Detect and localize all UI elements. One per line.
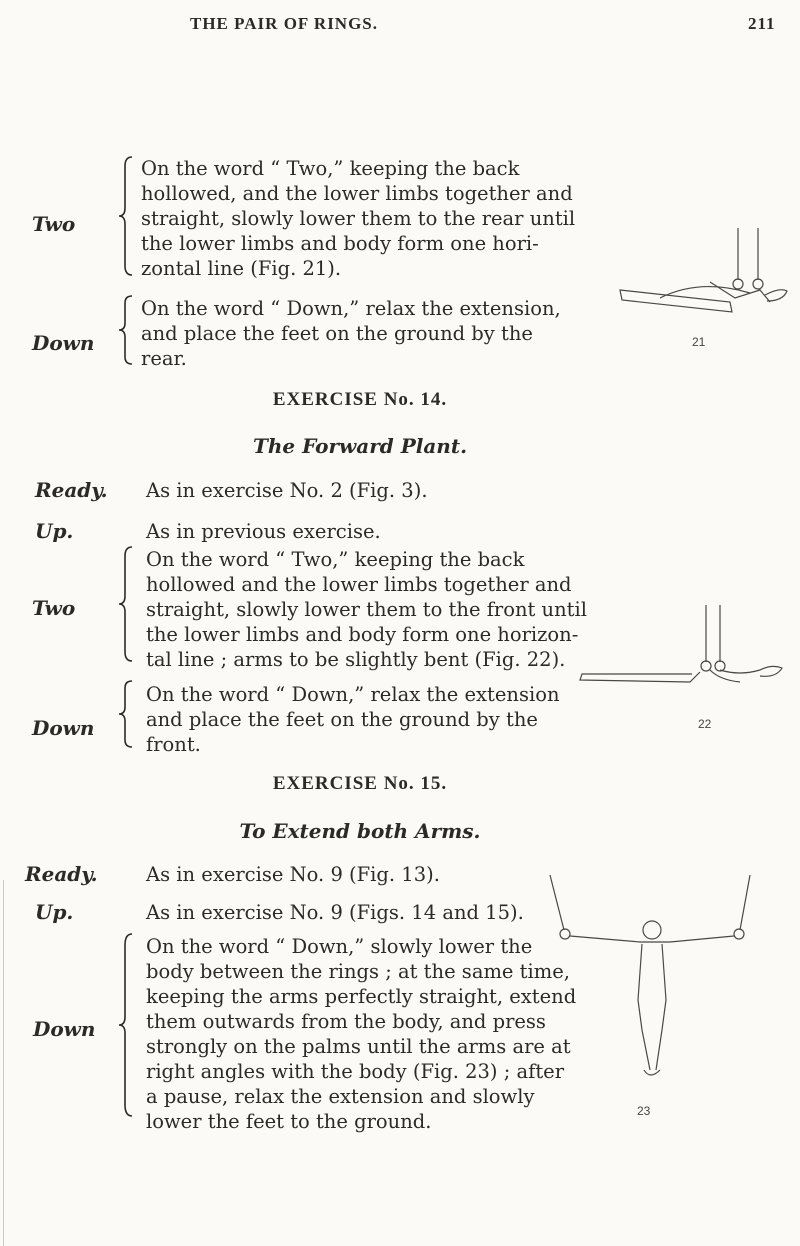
ex15-down-line-2: body between the rings ; at the same time,	[146, 960, 570, 983]
ex15-down-line-6: right angles with the body (Fig. 23) ; after	[146, 1060, 565, 1083]
ex14-up-label: Up.	[35, 519, 74, 543]
exercise-14-subtitle: The Forward Plant.	[252, 434, 468, 458]
ex15-down-brace	[118, 933, 134, 1117]
ex15-down-line-1: On the word “ Down,” slowly lower the	[146, 935, 533, 958]
ex15-down-text	[146, 934, 576, 1134]
ex15-down-line-4: them outwards from the body, and press	[146, 1010, 546, 1033]
ex15-ready-text: As in exercise No. 9 (Fig. 13).	[146, 863, 440, 886]
figure-23-illustration	[520, 870, 790, 1100]
two-label: Two	[32, 212, 76, 236]
ex15-down-line-8: lower the feet to the ground.	[146, 1110, 432, 1133]
ex15-down-label: Down	[33, 1017, 96, 1041]
figure-21-illustration	[560, 220, 790, 330]
ex14-ready-text: As in exercise No. 2 (Fig. 3).	[146, 479, 428, 502]
two-line-1: On the word “ Two,” keeping the back	[141, 157, 520, 180]
ex14-down-line-3: front.	[146, 733, 201, 756]
ex15-up-label: Up.	[35, 900, 74, 924]
ex14-up-text: As in previous exercise.	[146, 520, 381, 543]
page-number: 211	[748, 14, 776, 33]
ex14-two-text	[146, 547, 587, 672]
down-line-2: and place the feet on the ground by the	[141, 322, 533, 345]
ex14-two-label: Two	[32, 596, 76, 620]
ex15-down-line-5: strongly on the palms until the arms are at	[146, 1035, 571, 1058]
ex14-down-line-2: and place the feet on the ground by the	[146, 708, 538, 731]
ex14-two-brace	[118, 546, 134, 662]
page-gutter-line	[3, 880, 4, 1246]
ex15-ready-label: Ready.	[25, 862, 98, 886]
exercise-14-heading: EXERCISE No. 14.	[272, 389, 448, 410]
two-line-2: hollowed, and the lower limbs together and	[141, 182, 573, 205]
two-line-5: zontal line (Fig. 21).	[141, 257, 342, 280]
figure-23-number: 23	[637, 1104, 651, 1118]
ex15-down-line-7: a pause, relax the extension and slowly	[146, 1085, 535, 1108]
down-line-1: On the word “ Down,” relax the extension,	[141, 297, 561, 320]
two-line-3: straight, slowly lower them to the rear until	[141, 207, 576, 230]
down-label: Down	[32, 331, 95, 355]
down-line-3: rear.	[141, 347, 187, 370]
ex14-down-line-1: On the word “ Down,” relax the extension	[146, 683, 560, 706]
ex14-down-text	[146, 682, 560, 757]
ex14-two-line-3: straight, slowly lower them to the front until	[146, 598, 587, 621]
figure-21-number: 21	[692, 335, 706, 349]
down-brace	[118, 295, 134, 365]
ex14-down-label: Down	[32, 716, 95, 740]
exercise-15-heading: EXERCISE No. 15.	[272, 773, 448, 794]
ex14-two-line-2: hollowed and the lower limbs together and	[146, 573, 572, 596]
down-text	[141, 296, 561, 371]
two-line-4: the lower limbs and body form one hori-	[141, 232, 539, 255]
exercise-15-subtitle: To Extend both Arms.	[239, 819, 481, 843]
ex15-down-line-3: keeping the arms perfectly straight, extend	[146, 985, 577, 1008]
ex14-down-brace	[118, 680, 134, 748]
ex14-two-line-4: the lower limbs and body form one horizon-	[146, 623, 579, 646]
ex14-ready-label: Ready.	[35, 478, 108, 502]
ex14-two-line-1: On the word “ Two,” keeping the back	[146, 548, 525, 571]
figure-22-illustration	[560, 600, 790, 700]
ex14-two-line-5: tal line ; arms to be slightly bent (Fig. 22).	[146, 648, 566, 671]
running-header: THE PAIR OF RINGS.	[190, 14, 379, 33]
figure-22-number: 22	[698, 717, 712, 731]
two-brace	[118, 156, 134, 276]
ex15-up-text: As in exercise No. 9 (Figs. 14 and 15).	[146, 901, 524, 924]
two-text	[141, 156, 575, 281]
